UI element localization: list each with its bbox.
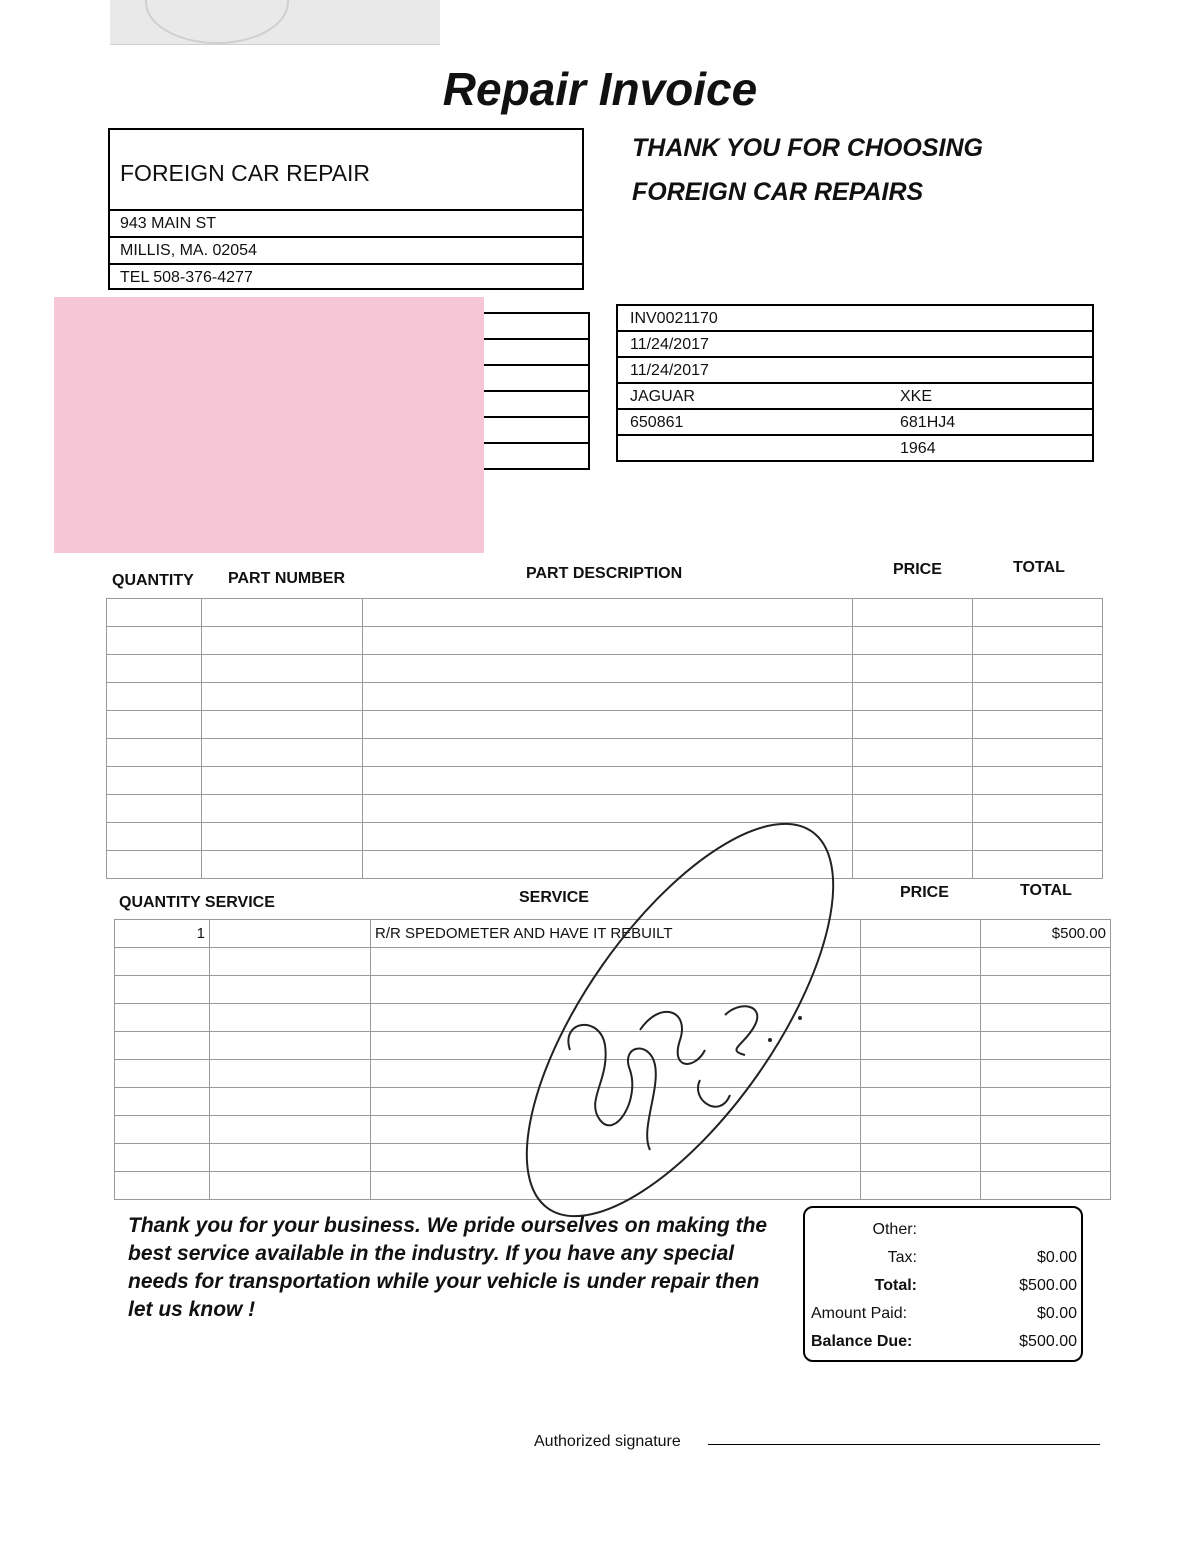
totals-paid-row bbox=[805, 1300, 1081, 1328]
table-cell bbox=[107, 823, 202, 851]
invoice-number-row bbox=[618, 306, 1092, 332]
service-quantity: 1 bbox=[115, 920, 210, 948]
table-cell bbox=[853, 627, 973, 655]
tax-value: $0.00 bbox=[1036, 1249, 1077, 1266]
table-cell bbox=[202, 767, 363, 795]
table-cell bbox=[363, 655, 853, 683]
table-cell bbox=[363, 767, 853, 795]
table-cell bbox=[115, 1088, 210, 1116]
thank-you-line-1: THANK YOU FOR CHOOSING bbox=[632, 134, 983, 162]
table-row bbox=[107, 627, 1103, 655]
table-cell bbox=[115, 976, 210, 1004]
totals-balance-row bbox=[805, 1328, 1081, 1356]
table-cell bbox=[202, 711, 363, 739]
table-cell bbox=[973, 767, 1103, 795]
table-cell bbox=[210, 1172, 371, 1200]
table-cell bbox=[202, 823, 363, 851]
page-title: Repair Invoice bbox=[442, 63, 758, 115]
table-cell bbox=[202, 683, 363, 711]
table-cell bbox=[202, 739, 363, 767]
table-cell bbox=[973, 655, 1103, 683]
table-cell bbox=[202, 795, 363, 823]
table-cell bbox=[981, 1144, 1111, 1172]
service-header-quantity: QUANTITY SERVICE bbox=[119, 894, 275, 911]
table-cell bbox=[981, 1060, 1111, 1088]
shop-info-box bbox=[108, 128, 584, 290]
vehicle-year: 1964 bbox=[900, 440, 936, 457]
shop-street: 943 MAIN ST bbox=[110, 209, 582, 236]
parts-header-description: PART DESCRIPTION bbox=[526, 565, 683, 582]
invoice-date-row bbox=[618, 332, 1092, 358]
table-cell bbox=[363, 683, 853, 711]
table-cell bbox=[202, 655, 363, 683]
signature-label: Authorized signature bbox=[534, 1433, 681, 1450]
table-cell bbox=[210, 1144, 371, 1172]
closing-message: Thank you for your business. We pride ourselves on making the best service available in the industry. If you have any special needs for transportation while your vehicle is under repair then let us know ! bbox=[128, 1214, 768, 1321]
table-cell bbox=[853, 739, 973, 767]
table-cell bbox=[115, 948, 210, 976]
parts-header-total: TOTAL bbox=[1013, 559, 1065, 576]
table-cell bbox=[107, 599, 202, 627]
table-cell bbox=[981, 1088, 1111, 1116]
balance-value: $500.00 bbox=[1019, 1333, 1077, 1350]
shop-name: FOREIGN CAR REPAIR bbox=[120, 160, 371, 186]
total-label: Total: bbox=[874, 1277, 917, 1294]
parts-header-quantity: QUANTITY bbox=[112, 572, 194, 589]
table-cell bbox=[115, 1060, 210, 1088]
vehicle-id-row bbox=[618, 410, 1092, 436]
table-row bbox=[107, 683, 1103, 711]
parts-header-part-number: PART NUMBER bbox=[228, 570, 346, 587]
table-cell bbox=[363, 739, 853, 767]
table-row bbox=[107, 655, 1103, 683]
table-cell bbox=[107, 767, 202, 795]
table-cell bbox=[973, 851, 1103, 879]
table-cell bbox=[210, 976, 371, 1004]
tax-label: Tax: bbox=[887, 1249, 917, 1266]
table-cell bbox=[202, 851, 363, 879]
table-cell bbox=[981, 976, 1111, 1004]
table-cell bbox=[973, 627, 1103, 655]
table-cell bbox=[853, 655, 973, 683]
table-cell bbox=[981, 1116, 1111, 1144]
table-cell bbox=[363, 711, 853, 739]
table-cell bbox=[210, 948, 371, 976]
service-header-total: TOTAL bbox=[1020, 882, 1072, 899]
table-cell bbox=[115, 1144, 210, 1172]
table-cell bbox=[210, 1060, 371, 1088]
table-cell bbox=[853, 767, 973, 795]
totals-other-row bbox=[805, 1216, 1081, 1244]
table-row bbox=[107, 599, 1103, 627]
total-value: $500.00 bbox=[1019, 1277, 1077, 1294]
table-cell bbox=[210, 1088, 371, 1116]
table-cell bbox=[981, 1004, 1111, 1032]
table-cell bbox=[853, 599, 973, 627]
invoice-date2-row bbox=[618, 358, 1092, 384]
table-cell bbox=[115, 1004, 210, 1032]
table-cell bbox=[363, 599, 853, 627]
table-cell bbox=[202, 627, 363, 655]
table-cell bbox=[981, 948, 1111, 976]
service-header-price: PRICE bbox=[900, 884, 949, 901]
service-total: $500.00 bbox=[981, 920, 1111, 948]
shop-phone: TEL 508-376-4277 bbox=[110, 263, 582, 290]
table-cell bbox=[107, 683, 202, 711]
table-row bbox=[107, 767, 1103, 795]
service-description: R/R SPEDOMETER AND HAVE IT REBUILT bbox=[371, 920, 861, 948]
parts-header-price: PRICE bbox=[893, 561, 942, 578]
table-cell bbox=[107, 739, 202, 767]
totals-box bbox=[803, 1206, 1083, 1362]
table-cell bbox=[115, 1116, 210, 1144]
table-cell bbox=[107, 711, 202, 739]
invoice-info-box bbox=[616, 304, 1094, 462]
table-cell bbox=[107, 655, 202, 683]
thank-you-header bbox=[632, 126, 983, 214]
vehicle-model: XKE bbox=[900, 388, 933, 405]
table-cell bbox=[107, 627, 202, 655]
table-cell bbox=[853, 683, 973, 711]
handwritten-signature bbox=[490, 800, 890, 1250]
other-label: Other: bbox=[872, 1221, 917, 1238]
balance-label: Balance Due: bbox=[811, 1333, 913, 1350]
shop-city: MILLIS, MA. 02054 bbox=[110, 236, 582, 263]
invoice-date: 11/24/2017 bbox=[630, 336, 709, 353]
table-cell bbox=[973, 599, 1103, 627]
table-cell bbox=[973, 711, 1103, 739]
table-cell bbox=[107, 795, 202, 823]
table-cell bbox=[115, 1172, 210, 1200]
vehicle-year-row bbox=[618, 436, 1092, 462]
table-cell bbox=[973, 823, 1103, 851]
vehicle-make-row bbox=[618, 384, 1092, 410]
table-cell bbox=[973, 739, 1103, 767]
table-cell bbox=[363, 627, 853, 655]
totals-tax-row bbox=[805, 1244, 1081, 1272]
redaction-block bbox=[54, 297, 484, 553]
table-cell bbox=[973, 683, 1103, 711]
table-row bbox=[107, 711, 1103, 739]
table-cell bbox=[210, 1004, 371, 1032]
invoice-date-2: 11/24/2017 bbox=[630, 362, 709, 379]
invoice-number: INV0021170 bbox=[630, 310, 718, 327]
paid-value: $0.00 bbox=[1036, 1305, 1077, 1322]
customer-info-box bbox=[484, 312, 590, 470]
signature-line bbox=[708, 1444, 1100, 1445]
table-row bbox=[107, 739, 1103, 767]
thank-you-line-2: FOREIGN CAR REPAIRS bbox=[632, 178, 924, 206]
table-cell bbox=[973, 795, 1103, 823]
vehicle-id: 650861 bbox=[630, 414, 684, 431]
vehicle-make: JAGUAR bbox=[630, 388, 695, 405]
table-cell bbox=[210, 1032, 371, 1060]
table-cell bbox=[107, 851, 202, 879]
table-cell bbox=[981, 1032, 1111, 1060]
vehicle-code: 681HJ4 bbox=[900, 414, 956, 431]
table-cell bbox=[210, 1116, 371, 1144]
table-cell bbox=[981, 1172, 1111, 1200]
table-cell bbox=[853, 711, 973, 739]
table-cell bbox=[115, 1032, 210, 1060]
totals-total-row bbox=[805, 1272, 1081, 1300]
table-cell bbox=[202, 599, 363, 627]
paid-label: Amount Paid: bbox=[811, 1305, 908, 1322]
service-header-service: SERVICE bbox=[519, 889, 589, 906]
